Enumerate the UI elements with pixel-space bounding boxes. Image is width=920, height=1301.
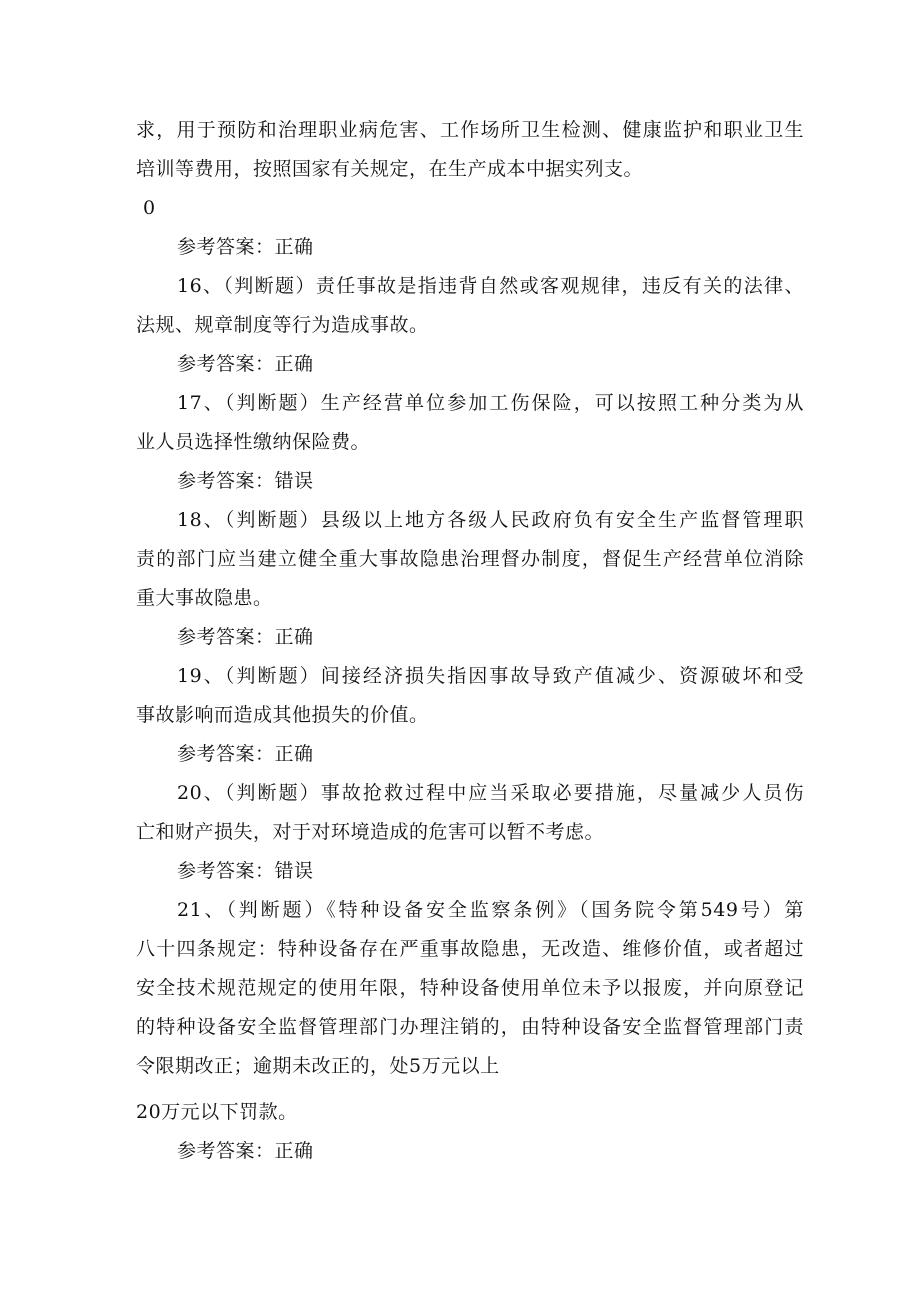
q16-line-1: 16、（判断题）责任事故是指违背自然或客观规律，违反有关的法律、 <box>177 275 804 297</box>
intro-line-3: 0 <box>143 197 156 219</box>
answer-q17: 参考答案：错误 <box>177 470 314 492</box>
q21-line-4: 的特种设备安全监督管理部门办理注销的，由特种设备安全监督管理部门责 <box>136 1016 804 1038</box>
answer-q20: 参考答案：错误 <box>177 860 314 882</box>
answer-q16: 参考答案：正确 <box>177 353 314 375</box>
intro-line-2: 培训等费用，按照国家有关规定，在生产成本中据实列支。 <box>136 158 644 180</box>
answer-intro: 参考答案：正确 <box>177 236 314 258</box>
q21-line-5: 令限期改正；逾期未改正的，处5万元以上 <box>136 1055 500 1077</box>
answer-q21: 参考答案：正确 <box>177 1140 314 1162</box>
q21-line-2: 八十四条规定：特种设备存在严重事故隐患，无改造、维修价值，或者超过 <box>136 938 804 960</box>
q18-line-3: 重大事故隐患。 <box>136 587 273 609</box>
q18-line-2: 责的部门应当建立健全重大事故隐患治理督办制度，督促生产经营单位消除 <box>136 548 804 570</box>
q20-line-2: 亡和财产损失，对于对环境造成的危害可以暂不考虑。 <box>136 821 605 843</box>
q18-line-1: 18、（判断题）县级以上地方各级人民政府负有安全生产监督管理职 <box>177 509 804 531</box>
q16-line-2: 法规、规章制度等行为造成事故。 <box>136 314 429 336</box>
answer-q18: 参考答案：正确 <box>177 626 314 648</box>
q17-line-1: 17、（判断题）生产经营单位参加工伤保险，可以按照工种分类为从 <box>177 392 804 414</box>
intro-line-1: 求，用于预防和治理职业病危害、工作场所卫生检测、健康监护和职业卫生 <box>136 119 804 141</box>
q20-line-1: 20、（判断题）事故抢救过程中应当采取必要措施，尽量减少人员伤 <box>177 782 804 804</box>
q19-line-2: 事故影响而造成其他损失的价值。 <box>136 704 429 726</box>
q21-line-3: 安全技术规范规定的使用年限，特种设备使用单位未予以报废，并向原登记 <box>136 977 804 999</box>
q17-line-2: 业人员选择性缴纳保险费。 <box>136 431 371 453</box>
q21-line-6: 20万元以下罚款。 <box>136 1101 298 1123</box>
answer-q19: 参考答案：正确 <box>177 743 314 765</box>
q21-line-1: 21、（判断题）《特种设备安全监察条例》（国务院令第549号）第 <box>177 899 804 921</box>
q19-line-1: 19、（判断题）间接经济损失指因事故导致产值减少、资源破坏和受 <box>177 665 804 687</box>
